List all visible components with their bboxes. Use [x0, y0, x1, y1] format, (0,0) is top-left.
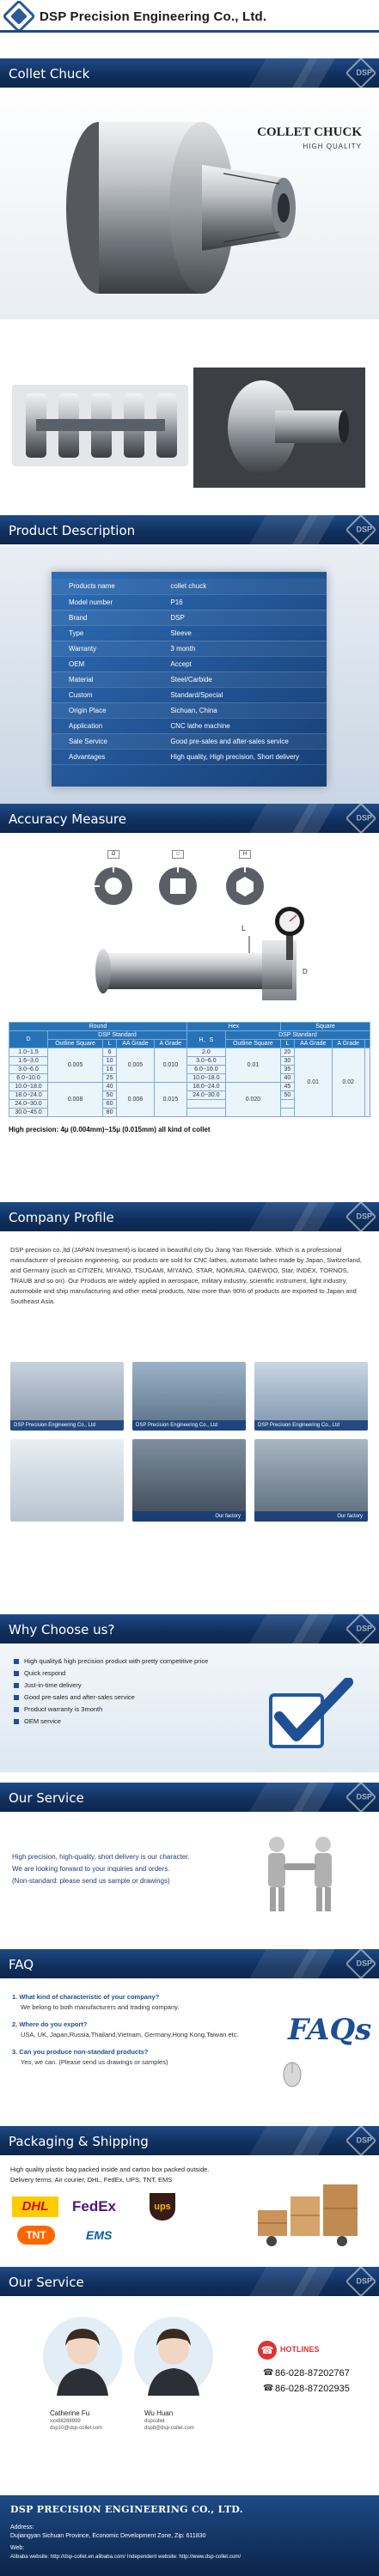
company-photo: [132, 1439, 246, 1522]
dimension-label-l: L: [241, 924, 247, 933]
section-band-packaging: [0, 2126, 379, 2155]
footer-company-name: DSP PRECISION ENGINEERING CO., LTD.: [10, 2504, 243, 2515]
spec-value: Good pre-sales and after-sales service: [167, 733, 327, 749]
section-band-accuracy: [0, 804, 379, 833]
dsp-logo-icon: DSP: [345, 2126, 377, 2155]
shape-label-round: O: [107, 850, 119, 859]
cell-sq-aa: 0.01: [294, 1048, 332, 1117]
photo-caption: DSP Precision Engineering Co., Ltd: [10, 1420, 124, 1431]
dsp-logo-icon: DSP: [345, 1783, 377, 1812]
col-hs: H、S: [186, 1031, 225, 1048]
section-title: Collet Chuck: [9, 66, 90, 82]
spec-row: [52, 610, 327, 625]
collet-overlay-subtitle: HIGH QUALITY: [303, 143, 362, 150]
cell-d: 30.0~45.0: [9, 1109, 48, 1117]
carrier-tnt-logo: TNT: [17, 2226, 55, 2245]
spec-key: Warranty: [52, 641, 167, 656]
shape-label-square: □: [172, 850, 184, 859]
cell-d: 10.0~18.0: [9, 1083, 48, 1091]
carrier-fedex-logo: FedEx: [72, 2198, 117, 2215]
spec-row: [52, 656, 327, 671]
faq-question: 3. Can you produce non-standard products?: [12, 2048, 149, 2056]
section-title: Why Choose us?: [9, 1622, 115, 1637]
section-title: Product Description: [9, 523, 136, 538]
spec-row: [52, 671, 327, 687]
contact-detail: dsp10@dsp-collet.com: [50, 2426, 103, 2431]
bullet-icon: [14, 1683, 19, 1688]
why-item-text: OEM service: [24, 1717, 61, 1725]
photo-caption: DSP Precision Engineering Co., Ltd: [254, 1420, 368, 1431]
accuracy-table-wrap: [0, 1022, 379, 1194]
spec-key: Model number: [52, 594, 167, 610]
measurement-diagram: [0, 833, 379, 1022]
why-item-text: Product warranty is 3month: [24, 1705, 103, 1713]
cell-sq-l: 20: [281, 1048, 295, 1057]
cell-sq-l: [281, 1109, 295, 1117]
cell-a: 0.010: [154, 1048, 186, 1083]
section-band-company: [0, 1202, 379, 1231]
group-square: Square: [281, 1023, 370, 1031]
accuracy-table: [9, 1022, 370, 1117]
dsp-logo-icon: DSP: [345, 515, 377, 544]
packaging-line: High quality plastic bag packed inside and carton box packed outside.: [10, 2166, 210, 2173]
why-item: [14, 1668, 208, 1680]
service-line: High precision, high-quality, short delivery is our character.: [12, 1853, 190, 1861]
bullet-icon: [14, 1719, 19, 1724]
dsp-logo-icon: DSP: [345, 1614, 377, 1643]
faq-graphic: FAQs: [288, 2013, 372, 2047]
cell-sq-outline: 0.020: [225, 1083, 280, 1117]
dsp-logo-icon: DSP: [345, 1202, 377, 1231]
cell-hs: 3.0~6.0: [186, 1057, 225, 1066]
footer-web-label: Web:: [10, 2545, 25, 2551]
spec-key: OEM: [52, 656, 167, 671]
cell-a: 0.015: [154, 1083, 186, 1117]
contact-detail: dspcollet: [144, 2419, 165, 2424]
cell-l: 16: [103, 1066, 117, 1074]
cell-d: 3.0~6.0: [9, 1066, 48, 1074]
section-band-why: [0, 1614, 379, 1643]
spec-card: [52, 572, 327, 787]
company-photo: [254, 1439, 368, 1522]
spec-key: Type: [52, 625, 167, 641]
photo-caption: Our factory: [132, 1511, 246, 1522]
contact-body: [0, 2296, 379, 2495]
why-item: [14, 1656, 208, 1668]
spec-row: [52, 594, 327, 610]
service-body: [0, 1812, 379, 1932]
cell-outline: 0.008: [48, 1083, 103, 1117]
why-item-text: Just-in-time delivery: [24, 1681, 82, 1689]
why-item: [14, 1704, 208, 1716]
checkmark-box-icon: [266, 1678, 361, 1755]
footer-web-links[interactable]: Alibaba website: http://dsp-collet.en.alibaba.com/ Independent website: http://www.dsp-collet.com/: [10, 2554, 241, 2560]
bullet-icon: [14, 1659, 19, 1664]
spec-row: [52, 733, 327, 749]
section-band-contact: [0, 2267, 379, 2296]
dsp-logo-icon: DSP: [345, 2267, 377, 2296]
phone-icon: ☎: [258, 2341, 277, 2360]
carrier-ups-logo: ups: [150, 2193, 175, 2221]
col-outline: Outline Square: [48, 1040, 103, 1048]
dsp-logo-icon: DSP: [345, 804, 377, 833]
cell-l: 50: [103, 1091, 117, 1100]
photo-caption: DSP Precision Engineering Co., Ltd: [132, 1420, 246, 1431]
cell-spacer: [364, 1048, 370, 1117]
phone-number[interactable]: 86-028-87202767: [275, 2368, 350, 2379]
std-round: DSP Standard: [48, 1031, 187, 1040]
spec-key: Custom: [52, 687, 167, 702]
cell-hs: [186, 1100, 225, 1109]
phone-icon: ☎: [263, 2384, 274, 2393]
spec-value: Sleeve: [167, 625, 327, 641]
company-photo: [10, 1362, 124, 1431]
handshake-people-icon: [258, 1829, 344, 1915]
site-header: [0, 0, 379, 33]
cell-d: 6.0~10.0: [9, 1074, 48, 1083]
footer-address-label: Address:: [10, 2524, 34, 2530]
company-photo: [132, 1362, 246, 1431]
contact-name: Catherine Fu: [50, 2409, 90, 2417]
spec-table: [52, 579, 327, 765]
group-round: Round: [9, 1023, 187, 1031]
footer: [0, 2495, 379, 2576]
cell-outline: 0.005: [48, 1048, 103, 1083]
cell-hs: 10.0~18.0: [186, 1074, 225, 1083]
photo-caption: Our factory: [254, 1511, 368, 1522]
spec-key: Material: [52, 671, 167, 687]
spec-key: Brand: [52, 610, 167, 625]
service-line: We are looking forward to your inquiries and orders.: [12, 1865, 170, 1873]
cell-sq-l: 35: [281, 1066, 295, 1074]
cell-d: 24.0~30.0: [9, 1100, 48, 1109]
col-l: L: [103, 1040, 117, 1048]
carrier-dhl-logo: DHL: [12, 2196, 58, 2217]
col-a: A Grade: [332, 1040, 364, 1048]
spec-row: [52, 579, 327, 594]
service-line: (Non-standard: please send us sample or drawings): [12, 1877, 170, 1885]
col-aa: AA Grade: [294, 1040, 332, 1048]
cell-hs: 24.0~30.0: [186, 1091, 225, 1100]
table-row: [9, 1048, 370, 1057]
shape-label-hex: H: [239, 850, 251, 859]
cell-sq-l: 40: [281, 1074, 295, 1083]
collet-overlay-title: COLLET CHUCK: [257, 125, 362, 139]
cell-sq-l: 50: [281, 1091, 295, 1100]
spec-row: [52, 702, 327, 718]
cell-hs: 6.0~10.0: [186, 1066, 225, 1074]
cell-d: 1.6~3.0: [9, 1057, 48, 1066]
faq-question: 1. What kind of characteristic of your company?: [12, 1993, 160, 2001]
collet-slotted-parts-image: [0, 325, 379, 522]
why-item: [14, 1692, 208, 1704]
section-title: FAQ: [9, 1957, 34, 1972]
accuracy-diagram: [0, 833, 379, 1022]
avatar: [131, 2313, 217, 2408]
why-item: [14, 1680, 208, 1692]
contact-detail: dsp8@dsp-collet.com: [144, 2426, 194, 2431]
contact-name: Wu Huan: [144, 2409, 174, 2417]
cell-sq-a: 0.02: [332, 1048, 364, 1117]
bullet-icon: [14, 1671, 19, 1676]
group-hex: Hex: [186, 1023, 280, 1031]
collet-hero: [0, 88, 379, 319]
hotline-label: HOTLINES: [280, 2345, 320, 2354]
bullet-icon: [14, 1707, 19, 1712]
spec-value: CNC lathe machine: [167, 718, 327, 733]
why-item-text: Quick respond: [24, 1669, 66, 1677]
cell-sq-l: [281, 1100, 295, 1109]
spec-key: Advantages: [52, 749, 167, 764]
spec-key: Products name: [52, 579, 167, 594]
col-outline: Outline Square: [225, 1040, 280, 1048]
cell-sq-l: 30: [281, 1057, 295, 1066]
col-a: A Grade: [154, 1040, 186, 1048]
section-band-service: [0, 1783, 379, 1812]
company-text: DSP precision co.,ltd (JAPAN Investment) is located in beautiful city Du Jiang Yan Riverside. Which is a professional manufacturer of precision engineering, our products are sold for CNC lathes, automatic lathes made by Japan, Switzerland, and Germany (such as CITIZEN, MIYANO, TSUGAMI, MIYANO, STAR, NOMURA, DAEWOO, Star, INDEX, TORNOS, TRAUB and so on). Our Products are widely applied in aerospace, military industry, scientific instrument, light industry, automobile and ship manufacturing and other metal products. Now more than 90% of products are exported to Japan and Southeast Asia.: [10, 1246, 362, 1305]
col-d: D: [9, 1031, 48, 1048]
cell-d: 18.0~24.0: [9, 1091, 48, 1100]
collet-chuck-image: [0, 88, 379, 319]
faq-body: [0, 1978, 379, 2116]
spec-row: [52, 749, 327, 764]
avatar: [40, 2313, 125, 2408]
cell-l: 40: [103, 1083, 117, 1091]
dimension-label-d: D: [303, 968, 308, 975]
collet-detail-photos: [0, 325, 379, 522]
section-band-collet: [0, 58, 379, 88]
phone-number[interactable]: 86-028-87202935: [275, 2384, 350, 2394]
col-spacer: [364, 1040, 370, 1048]
company-photo: [254, 1362, 368, 1431]
spec-key: Application: [52, 718, 167, 733]
col-aa: AA Grade: [117, 1040, 155, 1048]
spec-value: Standard/Special: [167, 687, 327, 702]
bullet-icon: [14, 1695, 19, 1700]
faq-list: [12, 1992, 270, 2075]
cell-l: 6: [103, 1048, 117, 1057]
cell-sq-l: 45: [281, 1083, 295, 1091]
packaging-line: Delivery terms: Air courier, DHL, FedEx, UPS, TNT, EMS: [10, 2176, 173, 2184]
why-item-text: Good pre-sales and after-sales service: [24, 1693, 135, 1701]
company-name: DSP Precision Engineering Co., Ltd.: [40, 9, 267, 24]
packaging-body: [0, 2155, 379, 2258]
spec-value: Accept: [167, 656, 327, 671]
spec-value: P16: [167, 594, 327, 610]
spec-value: Steel/Carbide: [167, 671, 327, 687]
cell-aa: 0.008: [117, 1083, 155, 1117]
section-band-product: [0, 515, 379, 544]
section-title: Company Profile: [9, 1210, 114, 1225]
cell-l: 60: [103, 1100, 117, 1109]
phone-icon: ☎: [263, 2368, 274, 2378]
faq-answer: USA, UK, Japan,Russia,Thailand,Vietnam, Germany,Hong Kong,Taiwan etc.: [21, 2031, 239, 2038]
delivery-boxes-icon: [249, 2159, 370, 2253]
spec-value: collet chuck: [167, 579, 327, 594]
spec-row: [52, 718, 327, 733]
spec-value: DSP: [167, 610, 327, 625]
cell-d: 1.0~1.5: [9, 1048, 48, 1057]
spec-value: High quality, High precision, Short delivery: [167, 749, 327, 764]
dsp-logo-icon: DSP: [345, 58, 377, 88]
precision-note: High precision: 4μ (0.004mm)~15μ (0.015mm) all kind of collet: [9, 1126, 211, 1133]
std-hex-square: DSP Standard: [225, 1031, 370, 1040]
spec-value: 3 month: [167, 641, 327, 656]
footer-address: Dujiangyan Sichuan Province, Economic Development Zone, Zip: 611830: [10, 2533, 206, 2539]
cell-hs: 18.0~24.0: [186, 1083, 225, 1091]
spec-key: Origin Place: [52, 702, 167, 718]
col-l: L: [281, 1040, 295, 1048]
section-band-faq: [0, 1949, 379, 1978]
cell-aa: 0.005: [117, 1048, 155, 1083]
faq-question: 2. Where do you export?: [12, 2020, 88, 2028]
mouse-icon: [275, 2056, 309, 2090]
faq-answer: Yes, we can. (Please send us drawings or samples): [21, 2058, 168, 2066]
spec-row: [52, 625, 327, 641]
cell-l: 25: [103, 1074, 117, 1083]
contact-detail: xxx88288999: [50, 2419, 81, 2424]
faq-answer: We belong to both manufacturers and trading company.: [21, 2003, 180, 2011]
section-title: Accuracy Measure: [9, 811, 126, 827]
cell-hs: 2.0: [186, 1048, 225, 1057]
cell-l: 10: [103, 1057, 117, 1066]
spec-row: [52, 641, 327, 656]
cell-hs: [186, 1109, 225, 1117]
carrier-ems-logo: EMS: [86, 2228, 113, 2242]
section-title: Our Service: [9, 2275, 84, 2290]
cell-sq-outline: 0.01: [225, 1048, 280, 1083]
dsp-logo-icon: DSP: [345, 1949, 377, 1978]
company-body: [0, 1233, 379, 1559]
spec-value: Sichuan, China: [167, 702, 327, 718]
why-list: [14, 1656, 208, 1728]
spec-key: Sale Service: [52, 733, 167, 749]
section-title: Our Service: [9, 1790, 84, 1806]
why-body: [0, 1643, 379, 1772]
cell-l: 80: [103, 1109, 117, 1117]
why-item: [14, 1716, 208, 1728]
product-desc-panel: [0, 546, 379, 804]
spec-row: [52, 687, 327, 702]
section-title: Packaging & Shipping: [9, 2134, 149, 2149]
company-photo: [10, 1439, 124, 1522]
why-item-text: High quality& high precision product with pretty competitive price: [24, 1657, 209, 1665]
